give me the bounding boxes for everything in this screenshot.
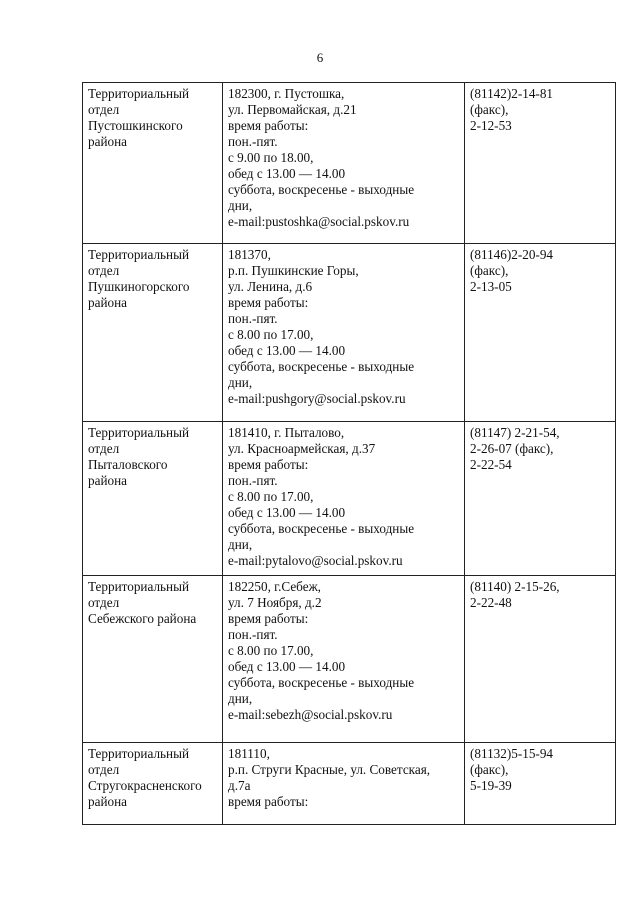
table-row — [83, 244, 616, 422]
cell-text-line: время работы: — [228, 118, 309, 133]
phones-cell — [465, 743, 616, 825]
phone-text: 2-22-54 — [470, 457, 512, 472]
email-text: e-mail:pytalovo@social.pskov.ru — [228, 553, 403, 568]
cell-text-line: р.п. Пушкинские Горы, — [228, 263, 359, 278]
cell-text-line: Территориальный — [88, 247, 190, 262]
cell-text-line: обед с 13.00 — 14.00 — [228, 659, 346, 674]
address-cell — [223, 576, 465, 743]
cell-text-line: Территориальный — [88, 425, 190, 440]
phones-cell — [465, 83, 616, 244]
department-cell — [83, 576, 223, 743]
cell-text-line: обед с 13.00 — 14.00 — [228, 166, 346, 181]
cell-text-line: дни, — [228, 691, 253, 706]
phone-text: (факс), — [470, 762, 509, 777]
cell-text-line: отдел — [88, 595, 120, 610]
cell-text-line: время работы: — [228, 794, 309, 809]
email-text: e-mail:sebezh@social.pskov.ru — [228, 707, 393, 722]
table-row — [83, 743, 616, 825]
cell-text-line: время работы: — [228, 611, 309, 626]
department-cell — [83, 743, 223, 825]
cell-text-line: суббота, воскресенье - выходные — [228, 521, 415, 536]
phone-text: 2-26-07 (факс), — [470, 441, 554, 456]
cell-text-line: обед с 13.00 — 14.00 — [228, 343, 346, 358]
phones-cell — [465, 422, 616, 576]
phone-text: (81146)2-20-94 — [470, 247, 554, 262]
cell-text-line: отдел — [88, 102, 120, 117]
cell-text-line: суббота, воскресенье - выходные — [228, 359, 415, 374]
phone-text: 2-12-53 — [470, 118, 512, 133]
cell-text-line: отдел — [88, 762, 120, 777]
cell-text-line: ул. Красноармейская, д.37 — [228, 441, 376, 456]
phone-text: 2-22-48 — [470, 595, 512, 610]
cell-text-line: дни, — [228, 537, 253, 552]
cell-text-line: Территориальный — [88, 746, 190, 761]
table-row — [83, 83, 616, 244]
cell-text-line: ул. 7 Ноября, д.2 — [228, 595, 322, 610]
cell-text-line: Пустошкинского — [88, 118, 183, 133]
cell-text-line: время работы: — [228, 457, 309, 472]
table-row — [83, 422, 616, 576]
page-number: 6 — [316, 50, 324, 65]
cell-text-line: с 8.00 по 17.00, — [228, 643, 314, 658]
cell-text-line: района — [88, 295, 128, 310]
cell-text-line: ул. Первомайская, д.21 — [228, 102, 357, 117]
address-cell — [223, 743, 465, 825]
address-cell — [223, 244, 465, 422]
cell-text-line: суббота, воскресенье - выходные — [228, 675, 415, 690]
cell-text-line: Территориальный — [88, 86, 190, 101]
cell-text-line: время работы: — [228, 295, 309, 310]
phones-cell — [465, 244, 616, 422]
department-cell — [83, 244, 223, 422]
phone-text: 5-19-39 — [470, 778, 512, 793]
cell-text-line: с 8.00 по 17.00, — [228, 489, 314, 504]
email-text: e-mail:pustoshka@social.pskov.ru — [228, 214, 410, 229]
cell-text-line: 181110, — [228, 746, 270, 761]
table-row — [83, 576, 616, 743]
cell-text-line: с 9.00 по 18.00, — [228, 150, 314, 165]
cell-text-line: 182250, г.Себеж, — [228, 579, 321, 594]
cell-text-line: с 8.00 по 17.00, — [228, 327, 314, 342]
cell-text-line: пон.-пят. — [228, 311, 278, 326]
cell-text-line: района — [88, 794, 128, 809]
cell-text-line: района — [88, 473, 128, 488]
cell-text-line: пон.-пят. — [228, 134, 278, 149]
cell-text-line: района — [88, 134, 128, 149]
cell-text-line: Территориальный — [88, 579, 190, 594]
cell-text-line: дни, — [228, 198, 253, 213]
cell-text-line: ул. Ленина, д.6 — [228, 279, 313, 294]
offices-table-body — [83, 83, 616, 825]
cell-text-line: д.7а — [228, 778, 251, 793]
email-text: e-mail:pushgory@social.pskov.ru — [228, 391, 406, 406]
cell-text-line: Себежского района — [88, 611, 197, 626]
cell-text-line: пон.-пят. — [228, 627, 278, 642]
cell-text-line: пон.-пят. — [228, 473, 278, 488]
cell-text-line: отдел — [88, 441, 120, 456]
phone-text: (81142)2-14-81 — [470, 86, 554, 101]
cell-text-line: 181410, г. Пыталово, — [228, 425, 345, 440]
cell-text-line: отдел — [88, 263, 120, 278]
phone-text: (факс), — [470, 102, 509, 117]
phone-text: 2-13-05 — [470, 279, 512, 294]
cell-text-line: Стругокрасненского — [88, 778, 202, 793]
phone-text: (81132)5-15-94 — [470, 746, 554, 761]
cell-text-line: 182300, г. Пустошка, — [228, 86, 345, 101]
cell-text-line: обед с 13.00 — 14.00 — [228, 505, 346, 520]
phone-text: (81140) 2-15-26, — [470, 579, 560, 594]
department-cell — [83, 422, 223, 576]
phone-text: (факс), — [470, 263, 509, 278]
phones-cell — [465, 576, 616, 743]
cell-text-line: Пыталовского — [88, 457, 168, 472]
address-cell — [223, 422, 465, 576]
cell-text-line: 181370, — [228, 247, 271, 262]
offices-table — [82, 82, 616, 825]
phone-text: (81147) 2-21-54, — [470, 425, 560, 440]
cell-text-line: Пушкиногорского — [88, 279, 190, 294]
address-cell — [223, 83, 465, 244]
cell-text-line: дни, — [228, 375, 253, 390]
department-cell — [83, 83, 223, 244]
cell-text-line: р.п. Струги Красные, ул. Советская, — [228, 762, 431, 777]
cell-text-line: суббота, воскресенье - выходные — [228, 182, 415, 197]
